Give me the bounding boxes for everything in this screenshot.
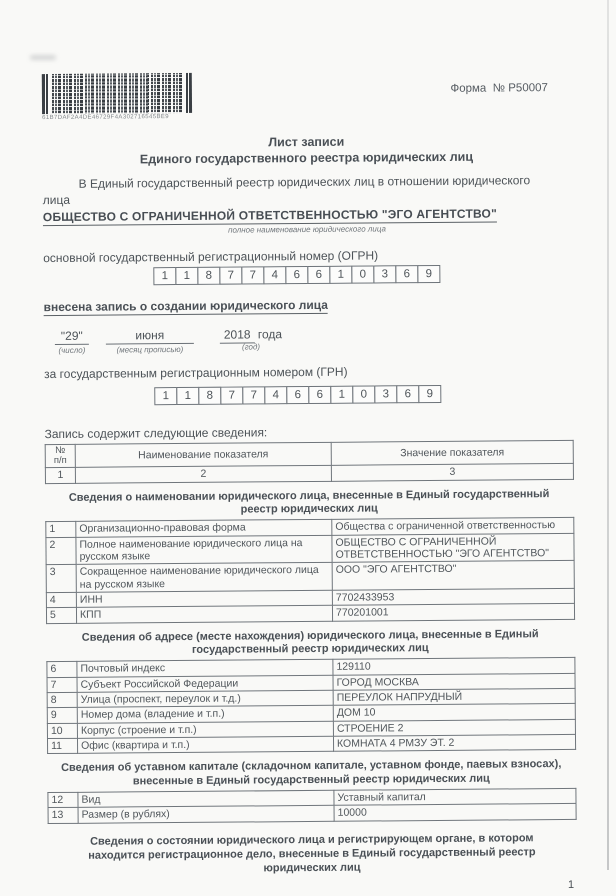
- row-value: КОМНАТА 4 РМЗУ ЭТ. 2: [333, 734, 575, 751]
- ogrn-label: основной государственный регистрационный номер (ОГРН): [43, 248, 379, 266]
- column-header-value: Значение показателя: [331, 441, 573, 466]
- date-month-caption: (месяц прописью): [116, 345, 184, 355]
- document-title-line2: Единого государственного реестра юридических лиц: [139, 149, 474, 166]
- document-title-line1: Лист записи: [268, 134, 345, 150]
- intro-paragraph: [43, 173, 571, 208]
- main-header-table: [45, 440, 574, 483]
- row-name: Номер дома (владение и т.п.): [77, 706, 333, 723]
- row-name: Сокращенное наименование юридического лица на русском языке: [76, 563, 332, 593]
- digit-cell: 9: [417, 265, 440, 283]
- digit-cell: 1: [153, 267, 176, 285]
- company-name-caption: полное наименование юридического лица: [228, 224, 386, 236]
- digit-cell: 0: [352, 386, 375, 404]
- date-day-value: "29": [55, 329, 89, 345]
- company-name: ОБЩЕСТВО С ОГРАНИЧЕННОЙ ОТВЕТСТВЕННОСТЬЮ "ЭГО АГЕНТСТВО": [42, 206, 497, 225]
- row-number: 13: [48, 807, 78, 823]
- digit-cell: 0: [351, 266, 374, 284]
- form-number-label: Форма № Р50007: [450, 82, 548, 95]
- date-day-caption: (число): [58, 346, 86, 356]
- table-row: [47, 734, 575, 754]
- document-title: [42, 133, 570, 168]
- section-heading-status: Сведения о состоянии юридического лица и регистрирующем органе, в котором находится регистрационное дело, внесенные в Единый государственный реестр юридических лиц: [88, 831, 536, 875]
- digit-cell: 8: [197, 267, 220, 285]
- row-value: СТРОЕНИЕ 2: [333, 719, 575, 736]
- digit-cell: 7: [241, 267, 264, 285]
- row-name: Субъект Российской Федерации: [77, 675, 333, 692]
- grn-digit-boxes: [155, 384, 572, 405]
- row-name: КПП: [76, 606, 332, 623]
- row-value: ГОРОД МОСКВА: [333, 673, 575, 690]
- row-value: 10000: [334, 804, 576, 821]
- date-year-caption: (год): [241, 342, 261, 352]
- digit-cell: 3: [373, 266, 396, 284]
- barcode-text: 61B7DAF2A4DE46729F4A302716545BE9: [42, 114, 170, 122]
- digit-cell: 6: [308, 386, 331, 404]
- table-row: [46, 561, 574, 593]
- row-value: Уставный капитал: [334, 788, 576, 805]
- digit-cell: 7: [242, 387, 265, 405]
- intro-line1: В Единый государственный реестр юридических лиц в отношении юридического: [78, 173, 531, 192]
- row-number: 9: [47, 708, 77, 724]
- row-value: 129110: [333, 658, 575, 675]
- row-value: ДОМ 10: [333, 704, 575, 721]
- row-number: 10: [47, 723, 77, 739]
- digit-cell: 6: [307, 266, 330, 284]
- row-name: ИНН: [76, 590, 332, 607]
- date-year-field: [220, 328, 282, 354]
- digit-cell: 7: [219, 267, 242, 285]
- row-value: Общества с ограниченной ответственностью: [332, 518, 574, 535]
- digit-cell: 1: [175, 267, 198, 285]
- row-number: 6: [47, 661, 77, 677]
- details-intro: Запись содержит следующие сведения:: [44, 425, 268, 442]
- registration-date: [44, 325, 572, 355]
- row-name: Вид: [78, 790, 334, 807]
- grn-label: за государственным регистрационным номером (ГРН): [44, 365, 348, 382]
- row-name: Размер (в рублях): [78, 805, 334, 822]
- barcode-pattern: [185, 73, 192, 113]
- digit-cell: 9: [418, 385, 441, 403]
- digit-cell: 6: [395, 266, 418, 284]
- barcode-2d-icon: [42, 73, 192, 114]
- intro-line2: лица: [42, 192, 71, 207]
- digit-cell: 8: [198, 387, 221, 405]
- barcode-pattern: [52, 73, 183, 114]
- column-header-number: [45, 445, 75, 468]
- row-value: ПЕРЕУЛОК НАПРУДНЫЙ: [333, 688, 575, 705]
- row-value: 770201001: [332, 604, 574, 621]
- digit-cell: 4: [263, 267, 286, 285]
- index-cell: 3: [331, 464, 573, 481]
- table-row: [46, 533, 574, 565]
- row-name: Корпус (строение и т.п.): [77, 721, 333, 738]
- digit-cell: 1: [176, 387, 199, 405]
- row-number: 8: [47, 692, 77, 708]
- table-row: [48, 804, 576, 824]
- date-day-field: [48, 329, 96, 355]
- digit-cell: 6: [286, 386, 309, 404]
- column-header-name: Наименование показателя: [75, 443, 331, 468]
- page-header: [42, 70, 570, 128]
- date-month-field: [106, 328, 194, 355]
- digit-cell: 1: [330, 386, 353, 404]
- digit-cell: 3: [374, 386, 397, 404]
- row-name: Организационно-правовая форма: [76, 519, 332, 536]
- digit-cell: 6: [285, 266, 308, 284]
- barcode-block: [42, 73, 192, 121]
- section-heading-capital: Сведения об уставном капитале (складочном капитале, уставном фонде, паевых взносах), внесенные в Единый государственный реестр юридических лиц: [61, 758, 562, 787]
- row-number: 5: [46, 608, 76, 624]
- page-number: 1: [567, 879, 575, 892]
- index-cell: 2: [75, 466, 331, 483]
- name-details-table: [45, 517, 575, 624]
- digit-cell: 6: [396, 386, 419, 404]
- row-name: Офис (квартира и т.п.): [77, 736, 333, 753]
- row-number: 1: [46, 521, 76, 537]
- row-number: 4: [46, 592, 76, 608]
- row-name: Полное наименование юридического лица на русском языке: [76, 535, 332, 565]
- row-number: 12: [48, 792, 78, 808]
- capital-details-table: [47, 788, 576, 824]
- row-value: 7702433953: [332, 588, 574, 605]
- digit-cell: 1: [329, 266, 352, 284]
- record-statement: внесена запись о создании юридического лица: [43, 298, 328, 315]
- row-number: 3: [46, 565, 76, 593]
- row-name: Улица (проспект, переулок и т.д.): [77, 690, 333, 707]
- date-month-value: июня: [106, 328, 194, 345]
- section-heading-name: Сведения о наименовании юридического лица, внесенные в Единый государственный реестр юридических лиц: [68, 487, 550, 516]
- column-header-number-line1: №: [55, 445, 66, 457]
- barcode-pattern: [42, 74, 50, 114]
- digit-cell: 7: [220, 387, 243, 405]
- table-row: [46, 604, 574, 624]
- section-heading-address: Сведения об адресе (месте нахождения) юридического лица, внесенные в Единый государственный реестр юридических лиц: [81, 627, 539, 656]
- row-number: 11: [47, 738, 77, 754]
- address-details-table: [46, 657, 576, 754]
- digit-cell: 1: [154, 387, 177, 405]
- row-number: 2: [46, 537, 76, 565]
- column-header-number-line2: п/п: [53, 455, 67, 467]
- date-year-suffix: года: [254, 327, 283, 342]
- digit-cell: 4: [264, 387, 287, 405]
- date-year-value: 2018: [220, 328, 255, 344]
- index-cell: 1: [45, 468, 75, 484]
- row-value: ОБЩЕСТВО С ОГРАНИЧЕННОЙ ОТВЕТСТВЕННОСТЬЮ "ЭГО АГЕНТСТВО": [332, 533, 574, 563]
- table-index-row: [45, 464, 573, 484]
- row-value: ООО "ЭГО АГЕНТСТВО": [332, 561, 574, 591]
- row-number: 7: [47, 677, 77, 693]
- row-name: Почтовый индекс: [77, 659, 333, 676]
